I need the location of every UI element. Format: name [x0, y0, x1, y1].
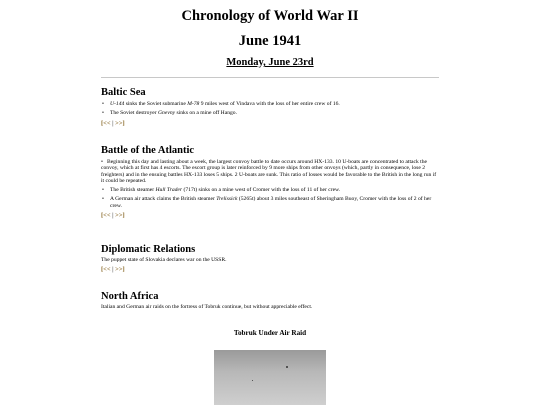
section-heading: Baltic Sea [101, 87, 146, 98]
prev-link[interactable]: [<< [101, 119, 111, 127]
next-link[interactable]: >>] [115, 212, 125, 220]
month-heading: June 1941 [238, 33, 302, 49]
figure-caption: Tobruk Under Air Raid [233, 329, 307, 337]
section-diplomatic-relations [101, 244, 439, 273]
page-title: Chronology of World War II [181, 8, 359, 24]
ship-name: U-144 [110, 101, 125, 107]
section-baltic-sea [101, 87, 439, 127]
nav-links [101, 120, 439, 127]
nav-separator: | [112, 119, 114, 127]
ship-name: Hull Trader [155, 187, 183, 194]
nav-links [101, 212, 439, 219]
section-text: The puppet state of Slovakia declares war on the USSR. [101, 257, 227, 263]
item-text: A German air attack claims the British steamer [110, 196, 217, 203]
section-text: Italian and German air raids on the fortress of Tobruk continue, but without appreciable effect. [101, 304, 313, 310]
section-heading: North Africa [101, 291, 159, 302]
list-item [101, 159, 439, 184]
ship-name: M-78 [187, 101, 200, 107]
nav-links [101, 266, 439, 273]
section-heading: Diplomatic Relations [101, 244, 196, 255]
item-text: sinks on a mine off Hango. [175, 110, 237, 117]
section-north-africa [101, 291, 439, 310]
prev-link[interactable]: [<< [101, 212, 111, 220]
prev-link[interactable]: [<< [101, 266, 111, 274]
section-heading: Battle of the Atlantic [101, 145, 195, 156]
next-link[interactable]: >>] [115, 266, 125, 274]
date-heading: Monday, June 23rd [226, 57, 314, 68]
item-list [101, 159, 439, 209]
list-item [101, 196, 439, 209]
item-text: Beginning this day and lasting about a week, the largest convoy battle to date occurs around HX-133. 10 U-boats are concentrated to attack the convoy, which at first has 4 escorts. The escort group is later reinforced by 9 more ships from other onvoys (which, partly in consequence, lose 2 freighters) and in the ensuing battles HX-133 loses 5 ships. 2 U-boats are sunk. This ratio of losses would be favorable to the British in the long run if it could be repeated. [101, 159, 437, 184]
item-text: (5265t) about 3 miles southeast of Sheringham Buoy, Cromer with the loss of 2 of her crew. [110, 196, 432, 209]
nav-separator: | [112, 212, 114, 220]
aircraft-speck [286, 366, 288, 368]
section-battle-of-the-atlantic [101, 145, 439, 219]
ship-name: Gnevny [158, 110, 176, 117]
next-link[interactable]: >>] [115, 119, 125, 127]
item-text: (717t) sinks on a mine west of Cromer with the loss of 11 of her crew. [182, 187, 341, 194]
nav-separator: | [112, 266, 114, 274]
list-item [101, 110, 439, 116]
list-item [101, 187, 439, 193]
tobruk-air-raid-photo [214, 350, 326, 405]
item-text: sinks the Soviet submarine [124, 101, 188, 107]
ship-name: Trelissick [216, 196, 238, 203]
aircraft-speck [252, 380, 253, 381]
item-text: The Soviet destroyer [110, 110, 159, 117]
item-text: 9 miles west of Vindava with the loss of her entire crew of 16. [199, 101, 340, 107]
divider [101, 77, 439, 78]
item-text: The British steamer [110, 187, 156, 194]
list-item [101, 101, 439, 107]
item-list [101, 101, 439, 117]
